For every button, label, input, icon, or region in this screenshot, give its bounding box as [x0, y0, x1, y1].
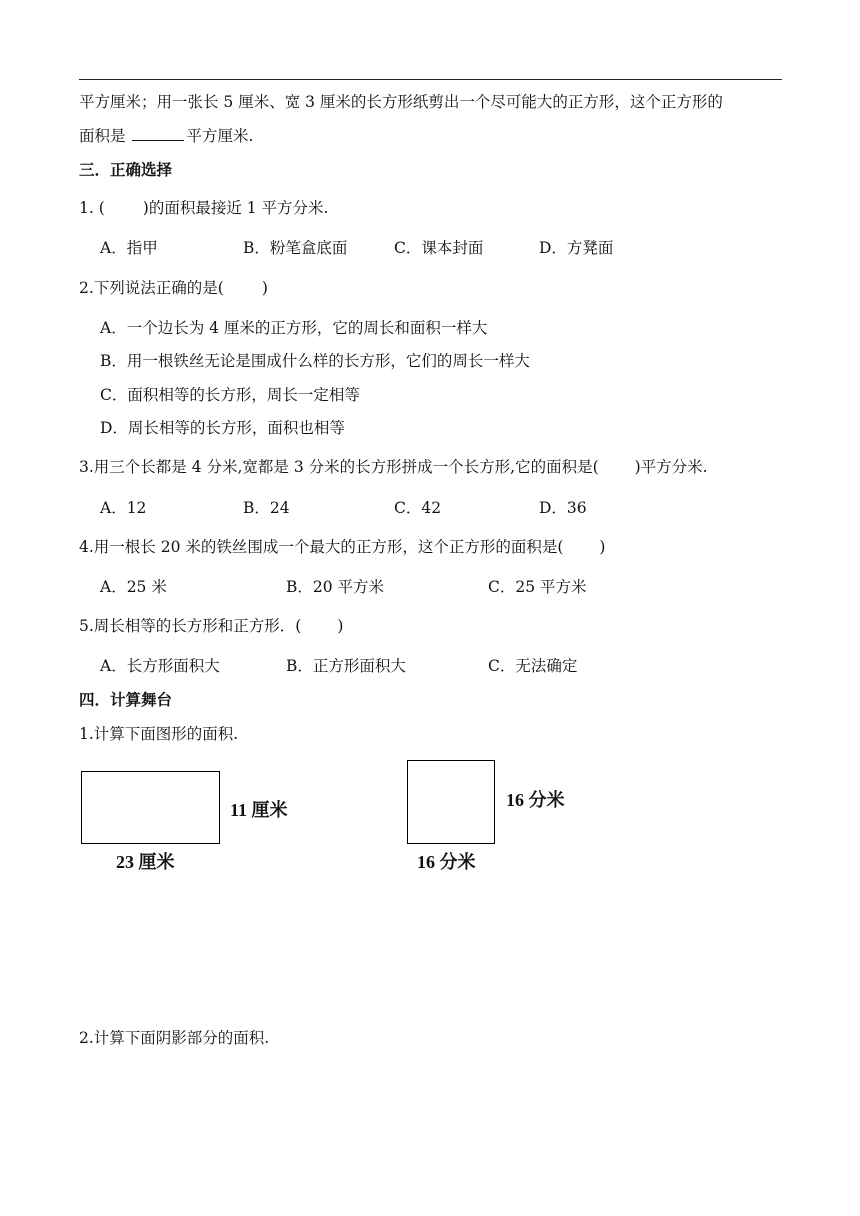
intro-line-2-suffix: 平方厘米.: [186, 127, 254, 145]
question-4-option-c[interactable]: C．25 平方米: [488, 578, 587, 596]
square-bottom-label: 16 分米: [417, 852, 476, 872]
question-4-stem-pre: 4.用一根长 20 米的铁丝围成一个最大的正方形，这个正方形的面积是(: [79, 538, 564, 556]
question-4-stem-post: ): [599, 538, 606, 556]
question-2-option-b[interactable]: B．用一根铁丝无论是围成什么样的长方形，它们的周长一样大: [100, 352, 530, 370]
top-rule: [79, 79, 782, 80]
question-2-stem-post: ): [261, 279, 268, 297]
section-3-title: 三．正确选择: [79, 161, 173, 179]
question-5-stem-pre: 5.周长相等的长方形和正方形．(: [79, 617, 302, 635]
question-5-stem: [79, 614, 343, 636]
question-4-option-a[interactable]: A．25 米: [100, 578, 167, 596]
question-2-stem-pre: 2.下列说法正确的是(: [79, 279, 224, 297]
question-4-stem: [79, 535, 605, 557]
rectangle-figure: [81, 771, 220, 844]
question-1-option-c[interactable]: C．课本封面: [394, 239, 484, 257]
question-5-option-c[interactable]: C．无法确定: [488, 657, 578, 675]
square-figure: [407, 760, 495, 844]
answer-blank[interactable]: [132, 126, 184, 141]
section-4-question-1: 1.计算下面图形的面积.: [79, 725, 239, 743]
question-1-option-a[interactable]: A．指甲: [100, 239, 158, 257]
question-3-option-d[interactable]: D．36: [539, 499, 587, 517]
intro-line-2: [79, 124, 253, 146]
question-3-stem: [79, 455, 708, 477]
rectangle-height-label: 11 厘米: [230, 800, 288, 820]
question-5-option-a[interactable]: A．长方形面积大: [100, 657, 220, 675]
section-4-title: 四．计算舞台: [79, 691, 173, 709]
square-side-label: 16 分米: [506, 790, 565, 810]
question-2-option-c[interactable]: C．面积相等的长方形，周长一定相等: [100, 386, 360, 404]
question-3-stem-post: )平方分米.: [634, 458, 708, 476]
question-2-option-a[interactable]: A．一个边长为 4 厘米的正方形，它的周长和面积一样大: [100, 319, 488, 337]
question-1-stem-pre: 1. (: [79, 199, 105, 217]
question-3-option-c[interactable]: C．42: [394, 499, 442, 517]
question-2-stem: [79, 276, 268, 298]
question-5-option-b[interactable]: B．正方形面积大: [286, 657, 406, 675]
question-1-stem-post: )的面积最接近 1 平方分米.: [142, 199, 329, 217]
question-4-option-b[interactable]: B．20 平方米: [286, 578, 385, 596]
question-3-stem-pre: 3.用三个长都是 4 分米,宽都是 3 分米的长方形拼成一个长方形,它的面积是(: [79, 458, 599, 476]
rectangle-width-label: 23 厘米: [116, 852, 175, 872]
question-1-option-b[interactable]: B．粉笔盒底面: [243, 239, 348, 257]
question-2-option-d[interactable]: D．周长相等的长方形，面积也相等: [100, 419, 345, 437]
question-1-stem: [79, 196, 328, 218]
section-4-question-2: 2.计算下面阴影部分的面积.: [79, 1029, 270, 1047]
question-3-option-a[interactable]: A．12: [100, 499, 147, 517]
intro-line-1: 平方厘米；用一张长 5 厘米、宽 3 厘米的长方形纸剪出一个尽可能大的正方形，这个正方形的: [79, 93, 723, 111]
question-5-stem-post: ): [337, 617, 344, 635]
question-3-option-b[interactable]: B．24: [243, 499, 290, 517]
question-1-option-d[interactable]: D．方凳面: [539, 239, 614, 257]
intro-line-2-prefix: 面积是: [79, 127, 126, 145]
